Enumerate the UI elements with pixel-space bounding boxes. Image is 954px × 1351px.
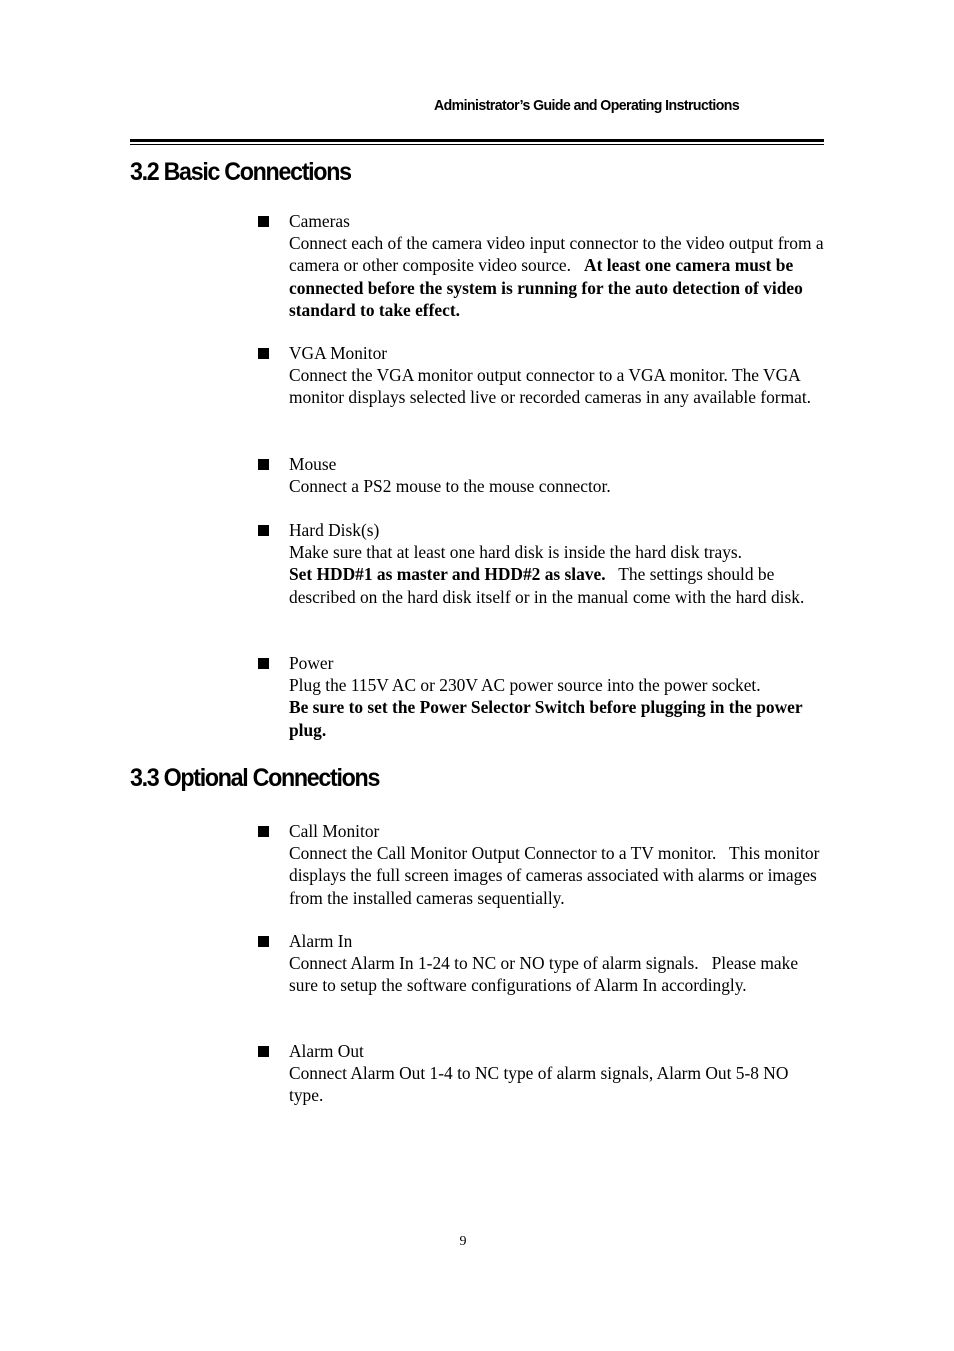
section-title-basic-connections: 3.2 Basic Connections — [130, 158, 351, 186]
list-item-mouse — [258, 453, 824, 497]
section-title-optional-connections: 3.3 Optional Connections — [130, 764, 380, 792]
list-item-power — [258, 652, 824, 741]
item-text-bold: Be sure to set the Power Selector Switch before plugging in the power plug. — [289, 697, 803, 740]
item-text: Connect the VGA monitor output connector to a VGA monitor. The VGA monitor displays selected live or recorded cameras in any available format. — [289, 365, 811, 408]
item-title: Call Monitor — [289, 821, 380, 841]
item-title: Mouse — [289, 454, 337, 474]
bullet-square — [258, 826, 269, 837]
item-text — [289, 232, 828, 321]
running-header: Administrator’s Guide and Operating Instructions — [434, 97, 740, 114]
item-text-bold: Set HDD#1 as master and HDD#2 as slave. — [289, 564, 606, 585]
list-item-call-monitor — [258, 820, 824, 909]
item-text: Connect Alarm In 1-24 to NC or NO type of alarm signals. Please make sure to setup the software configurations of Alarm In accordingly. — [289, 953, 803, 996]
item-title: Alarm Out — [289, 1041, 364, 1061]
item-text: Connect a PS2 mouse to the mouse connector. — [289, 476, 611, 497]
item-text-regular-after: The settings should be described on the hard disk itself or in the manual come with the hard disk. — [289, 564, 805, 607]
header-rule-thick — [130, 139, 824, 142]
bullet-square — [258, 936, 269, 947]
item-title: Power — [289, 653, 334, 673]
page-number: 9 — [459, 1234, 467, 1249]
item-title: VGA Monitor — [289, 343, 388, 363]
bullet-square — [258, 348, 269, 359]
item-text — [289, 541, 824, 608]
header-rule-thin — [130, 144, 824, 145]
item-text: Connect Alarm Out 1-4 to NC type of alarm signals, Alarm Out 5-8 NO type. — [289, 1063, 789, 1106]
bullet-square — [258, 459, 269, 470]
item-text-regular: Make sure that at least one hard disk is inside the hard disk trays. — [289, 542, 743, 563]
item-text: Plug the 115V AC or 230V AC power source into the power socket. — [289, 675, 761, 696]
item-text-regular: Connect each of the camera video input connector to the video output from a camera or other composite video source. — [289, 233, 828, 276]
list-item-vga-monitor — [258, 342, 824, 409]
bullet-square — [258, 1046, 269, 1057]
item-title: Cameras — [289, 211, 350, 231]
list-item-alarm-out — [258, 1040, 824, 1107]
bullet-square — [258, 216, 269, 227]
list-item-hard-disks — [258, 519, 824, 608]
bullet-square — [258, 658, 269, 669]
list-item-cameras — [258, 210, 828, 321]
item-text: Connect the Call Monitor Output Connector to a TV monitor. This monitor displays the full screen images of cameras associated with alarms or images from the installed cameras sequentially. — [289, 843, 824, 908]
item-title: Alarm In — [289, 931, 353, 951]
item-text-bold: At least one camera must be connected before the system is running for the auto detection of video standard to take effect. — [289, 255, 808, 320]
item-title: Hard Disk(s) — [289, 520, 380, 540]
list-item-alarm-in — [258, 930, 824, 997]
bullet-square — [258, 525, 269, 536]
